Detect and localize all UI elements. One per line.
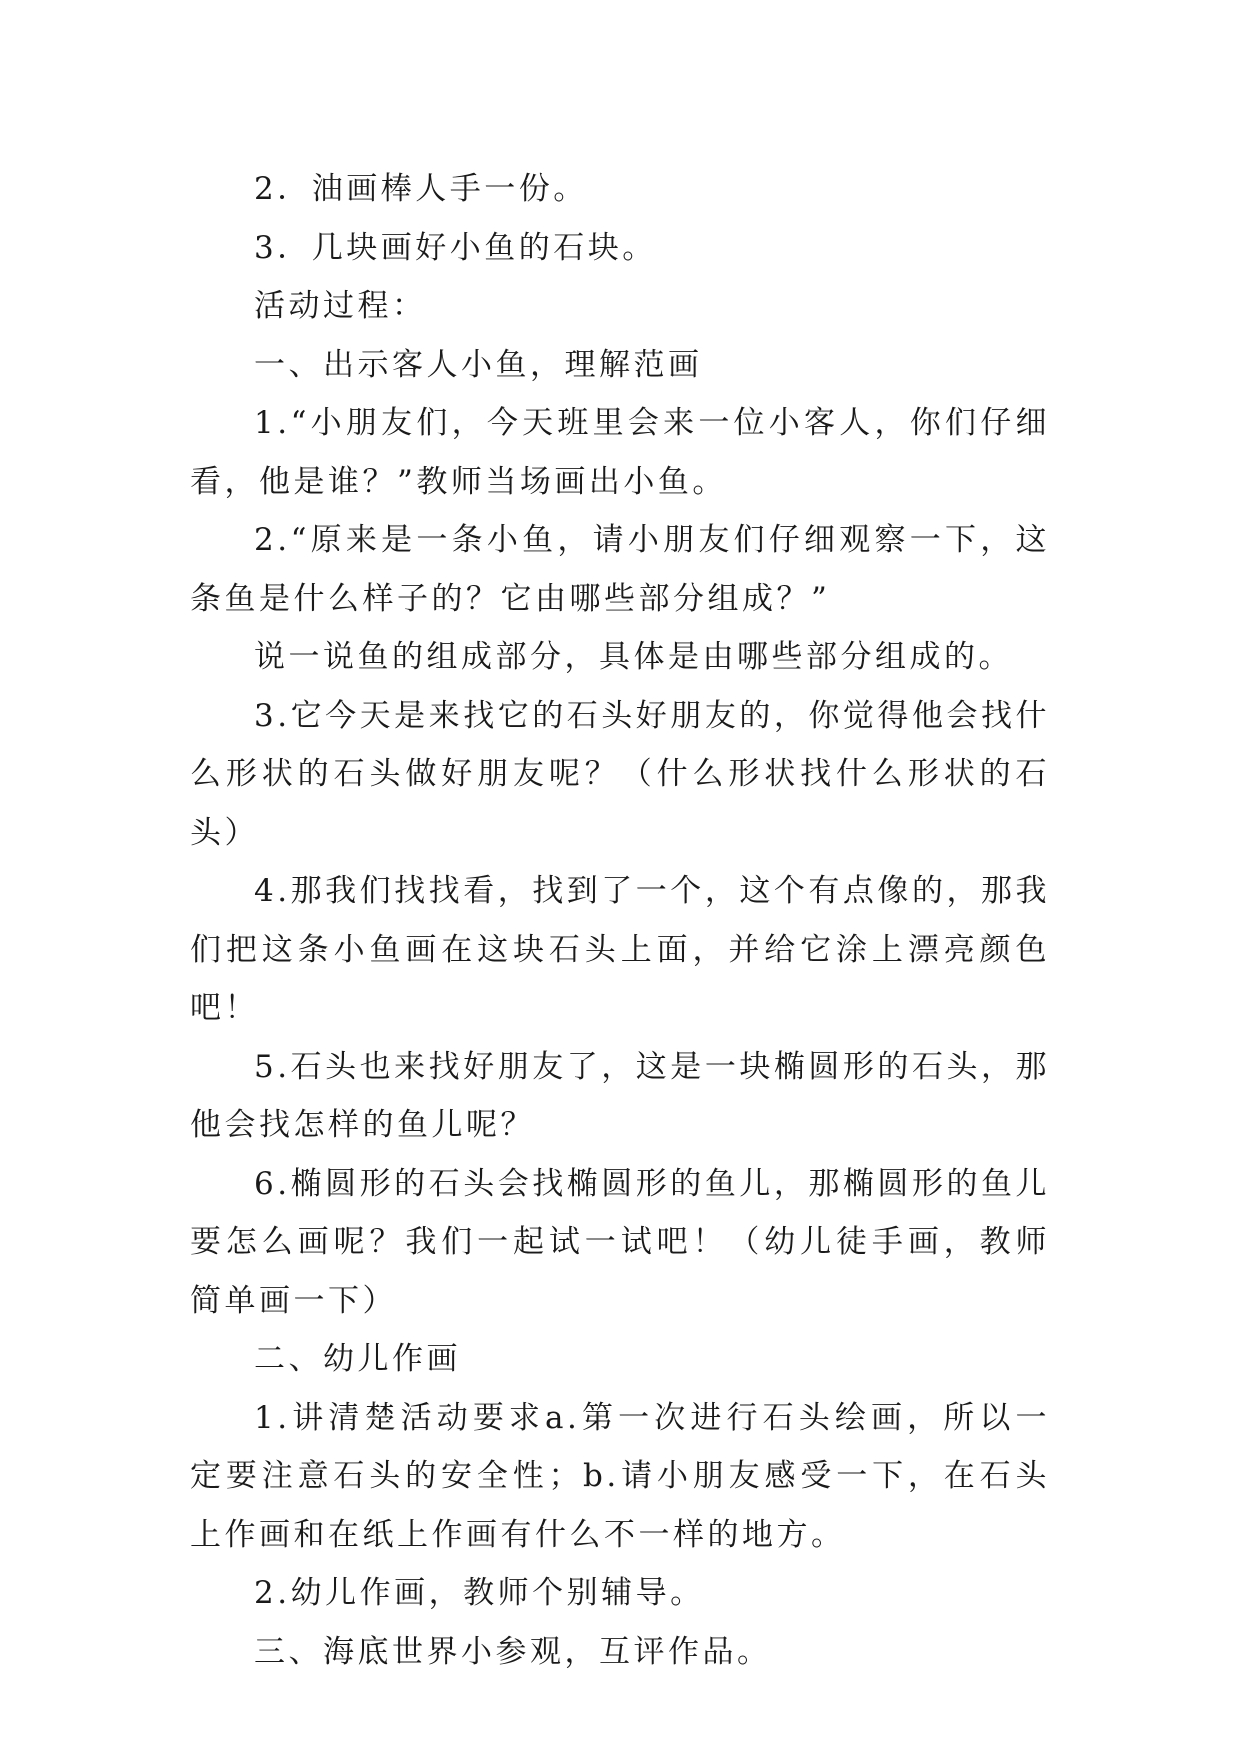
paragraph: 5.石头也来找好朋友了，这是一块椭圆形的石头，那他会找怎样的鱼儿呢？ [190,1048,1050,1143]
paragraph: 6.椭圆形的石头会找椭圆形的鱼儿，那椭圆形的鱼儿要怎么画呢？我们一起试一试吧！（幼儿徒手画，教师简单画一下） [190,1165,1050,1319]
document-body [190,160,1050,1681]
paragraph: 1.“小朋友们，今天班里会来一位小客人，你们仔细看，他是谁？”教师当场画出小鱼。 [190,405,1050,500]
section-heading: 三、海底世界小参观，互评作品。 [254,1633,772,1670]
paragraph: 2．油画棒人手一份。 [254,171,588,207]
paragraph: 2.幼儿作画，教师个别辅导。 [254,1575,705,1611]
paragraph: 1.讲清楚活动要求a.第一次进行石头绘画，所以一定要注意石头的安全性；b.请小朋友感受一下，在石头上作画和在纸上作画有什么不一样的地方。 [190,1399,1050,1553]
paragraph: 2.“原来是一条小鱼，请小朋友们仔细观察一下，这条鱼是什么样子的？它由哪些部分组成？” [190,522,1050,617]
paragraph: 3.它今天是来找它的石头好朋友的，你觉得他会找什么形状的石头做好朋友呢？（什么形状找什么形状的石头） [190,697,1050,851]
section-heading: 一、出示客人小鱼，理解范画 [254,346,703,383]
section-heading: 二、幼儿作画 [254,1341,461,1377]
paragraph: 说一说鱼的组成部分，具体是由哪些部分组成的。 [254,639,1013,675]
paragraph: 活动过程： [254,288,427,324]
paragraph: 3．几块画好小鱼的石块。 [254,229,657,266]
paragraph: 4.那我们找找看，找到了一个，这个有点像的，那我们把这条小鱼画在这块石头上面，并给它涂上漂亮颜色吧！ [190,873,1050,1026]
